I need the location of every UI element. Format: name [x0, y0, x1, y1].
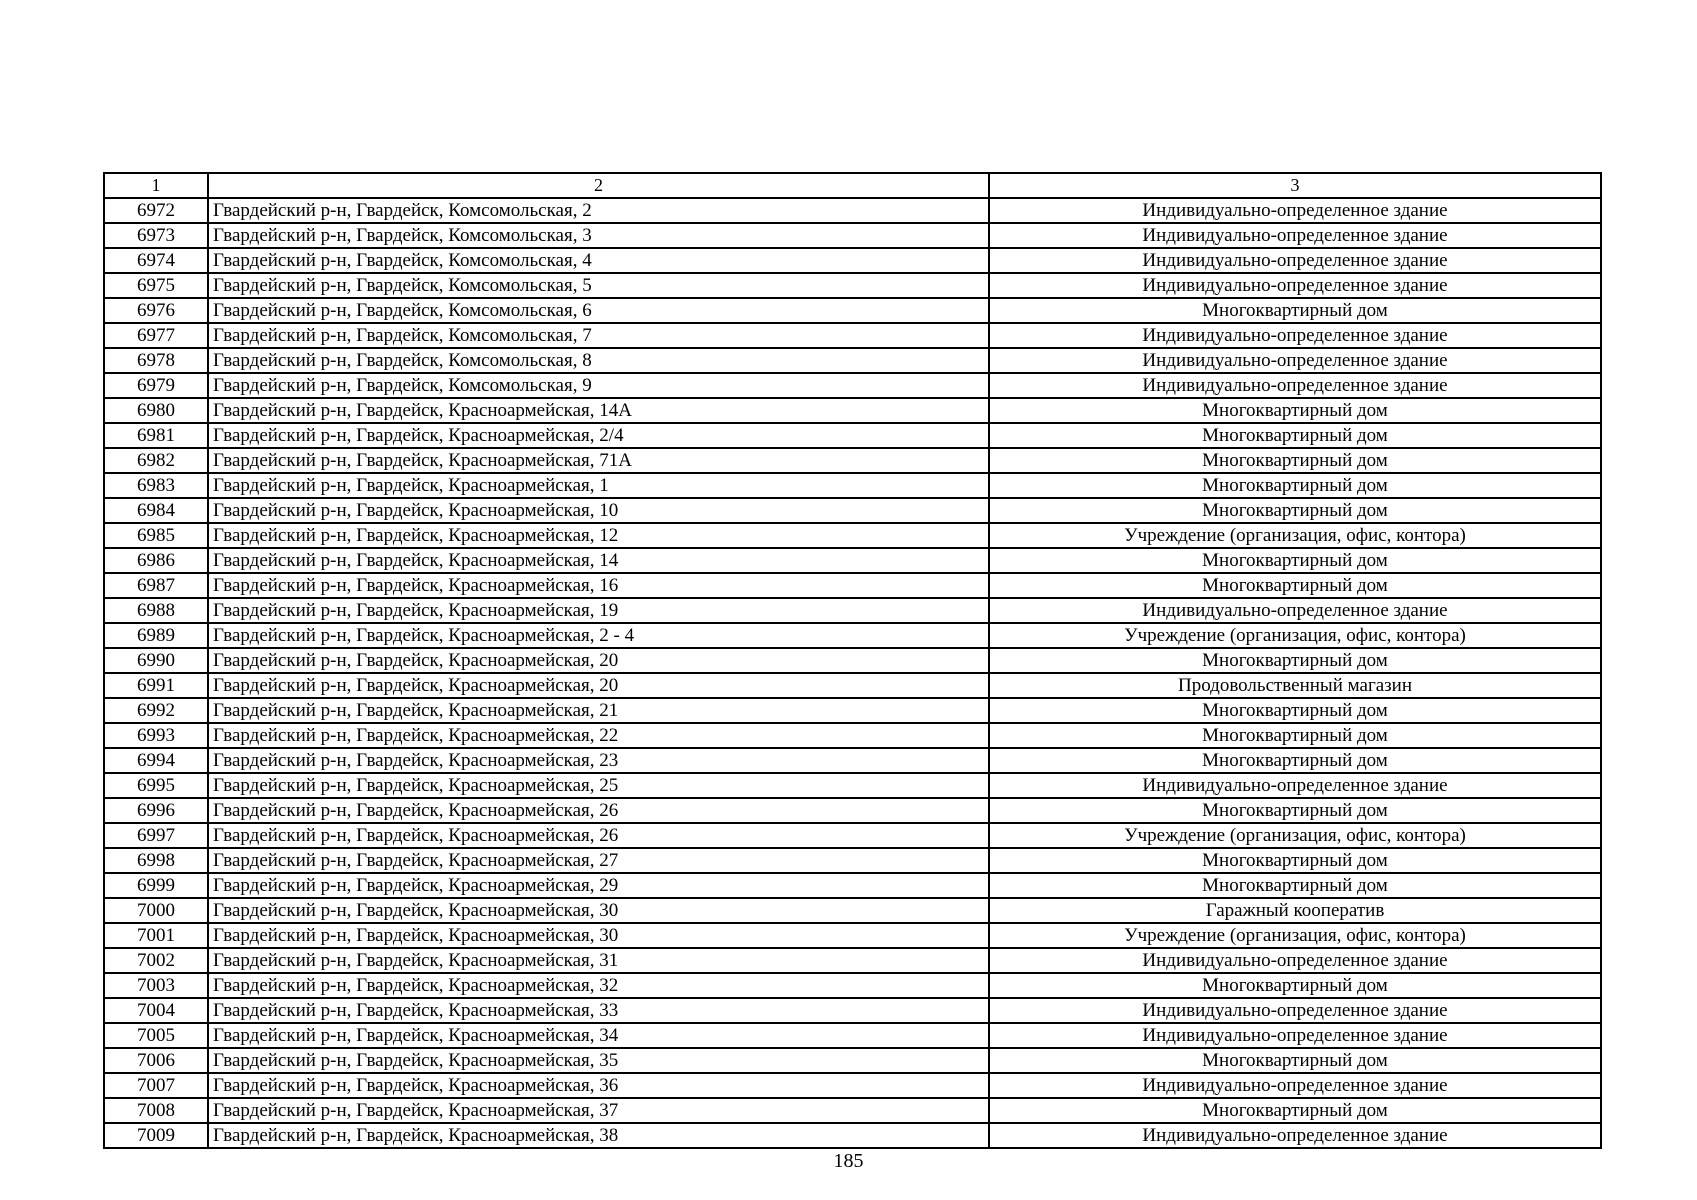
address-cell: Гвардейский р-н, Гвардейск, Красноармейская, 31	[208, 948, 989, 973]
object-type-cell: Многоквартирный дом	[989, 498, 1601, 523]
object-type-cell: Многоквартирный дом	[989, 848, 1601, 873]
row-number-cell: 6976	[104, 298, 208, 323]
address-cell: Гвардейский р-н, Гвардейск, Комсомольская, 2	[208, 198, 989, 223]
table-row	[104, 1023, 1601, 1048]
row-number-cell: 6993	[104, 723, 208, 748]
column-number-3: 3	[989, 173, 1601, 198]
address-cell: Гвардейский р-н, Гвардейск, Красноармейская, 19	[208, 598, 989, 623]
row-number-cell: 6981	[104, 423, 208, 448]
address-cell: Гвардейский р-н, Гвардейск, Комсомольская, 9	[208, 373, 989, 398]
row-number-cell: 6989	[104, 623, 208, 648]
table-row	[104, 898, 1601, 923]
row-number-cell: 6978	[104, 348, 208, 373]
table-row	[104, 723, 1601, 748]
table-row	[104, 348, 1601, 373]
address-cell: Гвардейский р-н, Гвардейск, Красноармейская, 1	[208, 473, 989, 498]
object-type-cell: Учреждение (организация, офис, контора)	[989, 623, 1601, 648]
row-number-cell: 7005	[104, 1023, 208, 1048]
address-cell: Гвардейский р-н, Гвардейск, Красноармейская, 14	[208, 548, 989, 573]
table-row	[104, 1048, 1601, 1073]
table-row	[104, 923, 1601, 948]
object-type-cell: Индивидуально-определенное здание	[989, 1073, 1601, 1098]
object-type-cell: Многоквартирный дом	[989, 723, 1601, 748]
object-type-cell: Индивидуально-определенное здание	[989, 598, 1601, 623]
object-type-cell: Индивидуально-определенное здание	[989, 198, 1601, 223]
table-row	[104, 748, 1601, 773]
column-number-2: 2	[208, 173, 989, 198]
object-type-cell: Многоквартирный дом	[989, 798, 1601, 823]
table-row	[104, 373, 1601, 398]
table-row	[104, 398, 1601, 423]
object-type-cell: Индивидуально-определенное здание	[989, 223, 1601, 248]
row-number-cell: 6994	[104, 748, 208, 773]
row-number-cell: 7007	[104, 1073, 208, 1098]
object-type-cell: Многоквартирный дом	[989, 648, 1601, 673]
table-row	[104, 1073, 1601, 1098]
address-cell: Гвардейский р-н, Гвардейск, Красноармейская, 30	[208, 923, 989, 948]
row-number-cell: 6995	[104, 773, 208, 798]
table-row	[104, 848, 1601, 873]
row-number-cell: 6977	[104, 323, 208, 348]
object-type-cell: Многоквартирный дом	[989, 1048, 1601, 1073]
object-type-cell: Индивидуально-определенное здание	[989, 1123, 1601, 1148]
row-number-cell: 6991	[104, 673, 208, 698]
address-cell: Гвардейский р-н, Гвардейск, Красноармейская, 32	[208, 973, 989, 998]
table-row	[104, 323, 1601, 348]
table-row	[104, 773, 1601, 798]
address-cell: Гвардейский р-н, Гвардейск, Красноармейская, 36	[208, 1073, 989, 1098]
address-cell: Гвардейский р-н, Гвардейск, Комсомольская, 4	[208, 248, 989, 273]
address-cell: Гвардейский р-н, Гвардейск, Красноармейская, 22	[208, 723, 989, 748]
table-row	[104, 298, 1601, 323]
address-cell: Гвардейский р-н, Гвардейск, Красноармейская, 14А	[208, 398, 989, 423]
row-number-cell: 6979	[104, 373, 208, 398]
table-row	[104, 273, 1601, 298]
address-cell: Гвардейский р-н, Гвардейск, Красноармейская, 21	[208, 698, 989, 723]
address-cell: Гвардейский р-н, Гвардейск, Красноармейская, 27	[208, 848, 989, 873]
table-row	[104, 573, 1601, 598]
row-number-cell: 6984	[104, 498, 208, 523]
table-row	[104, 823, 1601, 848]
address-cell: Гвардейский р-н, Гвардейск, Красноармейская, 25	[208, 773, 989, 798]
row-number-cell: 7009	[104, 1123, 208, 1148]
table-row	[104, 973, 1601, 998]
row-number-cell: 6988	[104, 598, 208, 623]
object-type-cell: Гаражный кооператив	[989, 898, 1601, 923]
row-number-cell: 6987	[104, 573, 208, 598]
object-type-cell: Индивидуально-определенное здание	[989, 1023, 1601, 1048]
address-cell: Гвардейский р-н, Гвардейск, Красноармейская, 10	[208, 498, 989, 523]
object-type-cell: Многоквартирный дом	[989, 298, 1601, 323]
address-cell: Гвардейский р-н, Гвардейск, Красноармейская, 20	[208, 673, 989, 698]
row-number-cell: 7004	[104, 998, 208, 1023]
table-row	[104, 623, 1601, 648]
object-type-cell: Многоквартирный дом	[989, 448, 1601, 473]
row-number-cell: 6999	[104, 873, 208, 898]
address-cell: Гвардейский р-н, Гвардейск, Комсомольская, 6	[208, 298, 989, 323]
address-cell: Гвардейский р-н, Гвардейск, Красноармейская, 2/4	[208, 423, 989, 448]
object-type-cell: Индивидуально-определенное здание	[989, 348, 1601, 373]
table-row	[104, 248, 1601, 273]
row-number-cell: 6980	[104, 398, 208, 423]
address-cell: Гвардейский р-н, Гвардейск, Красноармейская, 35	[208, 1048, 989, 1073]
address-cell: Гвардейский р-н, Гвардейск, Красноармейская, 33	[208, 998, 989, 1023]
row-number-cell: 7000	[104, 898, 208, 923]
table-row	[104, 1098, 1601, 1123]
address-cell: Гвардейский р-н, Гвардейск, Комсомольская, 7	[208, 323, 989, 348]
table-row	[104, 198, 1601, 223]
row-number-cell: 6996	[104, 798, 208, 823]
table-row	[104, 223, 1601, 248]
table-row	[104, 548, 1601, 573]
row-number-cell: 6990	[104, 648, 208, 673]
row-number-cell: 6982	[104, 448, 208, 473]
row-number-cell: 7001	[104, 923, 208, 948]
registry-table	[103, 172, 1602, 1149]
address-cell: Гвардейский р-н, Гвардейск, Красноармейская, 23	[208, 748, 989, 773]
address-cell: Гвардейский р-н, Гвардейск, Комсомольская, 3	[208, 223, 989, 248]
table-row	[104, 998, 1601, 1023]
object-type-cell: Многоквартирный дом	[989, 398, 1601, 423]
object-type-cell: Индивидуально-определенное здание	[989, 273, 1601, 298]
registry-table-body	[104, 173, 1601, 1148]
address-cell: Гвардейский р-н, Гвардейск, Красноармейская, 71А	[208, 448, 989, 473]
object-type-cell: Многоквартирный дом	[989, 423, 1601, 448]
object-type-cell: Многоквартирный дом	[989, 573, 1601, 598]
table-row	[104, 873, 1601, 898]
object-type-cell: Многоквартирный дом	[989, 973, 1601, 998]
object-type-cell: Индивидуально-определенное здание	[989, 373, 1601, 398]
row-number-cell: 6973	[104, 223, 208, 248]
row-number-cell: 7002	[104, 948, 208, 973]
row-number-cell: 6998	[104, 848, 208, 873]
row-number-cell: 6974	[104, 248, 208, 273]
address-cell: Гвардейский р-н, Гвардейск, Красноармейская, 20	[208, 648, 989, 673]
table-row	[104, 598, 1601, 623]
address-cell: Гвардейский р-н, Гвардейск, Комсомольская, 8	[208, 348, 989, 373]
column-number-1: 1	[104, 173, 208, 198]
row-number-cell: 7003	[104, 973, 208, 998]
row-number-cell: 6985	[104, 523, 208, 548]
address-cell: Гвардейский р-н, Гвардейск, Красноармейская, 26	[208, 798, 989, 823]
row-number-cell: 6997	[104, 823, 208, 848]
row-number-cell: 7008	[104, 1098, 208, 1123]
object-type-cell: Индивидуально-определенное здание	[989, 998, 1601, 1023]
object-type-cell: Индивидуально-определенное здание	[989, 773, 1601, 798]
address-cell: Гвардейский р-н, Гвардейск, Красноармейская, 26	[208, 823, 989, 848]
table-row	[104, 948, 1601, 973]
object-type-cell: Многоквартирный дом	[989, 473, 1601, 498]
object-type-cell: Продовольственный магазин	[989, 673, 1601, 698]
object-type-cell: Индивидуально-определенное здание	[989, 948, 1601, 973]
object-type-cell: Многоквартирный дом	[989, 873, 1601, 898]
table-row	[104, 1123, 1601, 1148]
row-number-cell: 7006	[104, 1048, 208, 1073]
page-number: 185	[833, 1150, 864, 1172]
object-type-cell: Учреждение (организация, офис, контора)	[989, 523, 1601, 548]
row-number-cell: 6992	[104, 698, 208, 723]
table-row	[104, 498, 1601, 523]
address-cell: Гвардейский р-н, Гвардейск, Красноармейская, 30	[208, 898, 989, 923]
row-number-cell: 6972	[104, 198, 208, 223]
address-cell: Гвардейский р-н, Гвардейск, Красноармейская, 16	[208, 573, 989, 598]
address-cell: Гвардейский р-н, Гвардейск, Красноармейская, 37	[208, 1098, 989, 1123]
row-number-cell: 6975	[104, 273, 208, 298]
address-cell: Гвардейский р-н, Гвардейск, Красноармейская, 34	[208, 1023, 989, 1048]
table-row	[104, 648, 1601, 673]
object-type-cell: Многоквартирный дом	[989, 1098, 1601, 1123]
address-cell: Гвардейский р-н, Гвардейск, Красноармейская, 38	[208, 1123, 989, 1148]
object-type-cell: Учреждение (организация, офис, контора)	[989, 823, 1601, 848]
table-row	[104, 798, 1601, 823]
object-type-cell: Многоквартирный дом	[989, 548, 1601, 573]
table-row	[104, 448, 1601, 473]
object-type-cell: Индивидуально-определенное здание	[989, 248, 1601, 273]
address-cell: Гвардейский р-н, Гвардейск, Красноармейская, 12	[208, 523, 989, 548]
address-cell: Гвардейский р-н, Гвардейск, Красноармейская, 2 - 4	[208, 623, 989, 648]
object-type-cell: Многоквартирный дом	[989, 698, 1601, 723]
table-row	[104, 698, 1601, 723]
row-number-cell: 6983	[104, 473, 208, 498]
table-row	[104, 473, 1601, 498]
object-type-cell: Многоквартирный дом	[989, 748, 1601, 773]
table-row	[104, 523, 1601, 548]
column-number-row	[104, 173, 1601, 198]
object-type-cell: Учреждение (организация, офис, контора)	[989, 923, 1601, 948]
table-row	[104, 673, 1601, 698]
table-row	[104, 423, 1601, 448]
address-cell: Гвардейский р-н, Гвардейск, Красноармейская, 29	[208, 873, 989, 898]
row-number-cell: 6986	[104, 548, 208, 573]
address-cell: Гвардейский р-н, Гвардейск, Комсомольская, 5	[208, 273, 989, 298]
object-type-cell: Индивидуально-определенное здание	[989, 323, 1601, 348]
